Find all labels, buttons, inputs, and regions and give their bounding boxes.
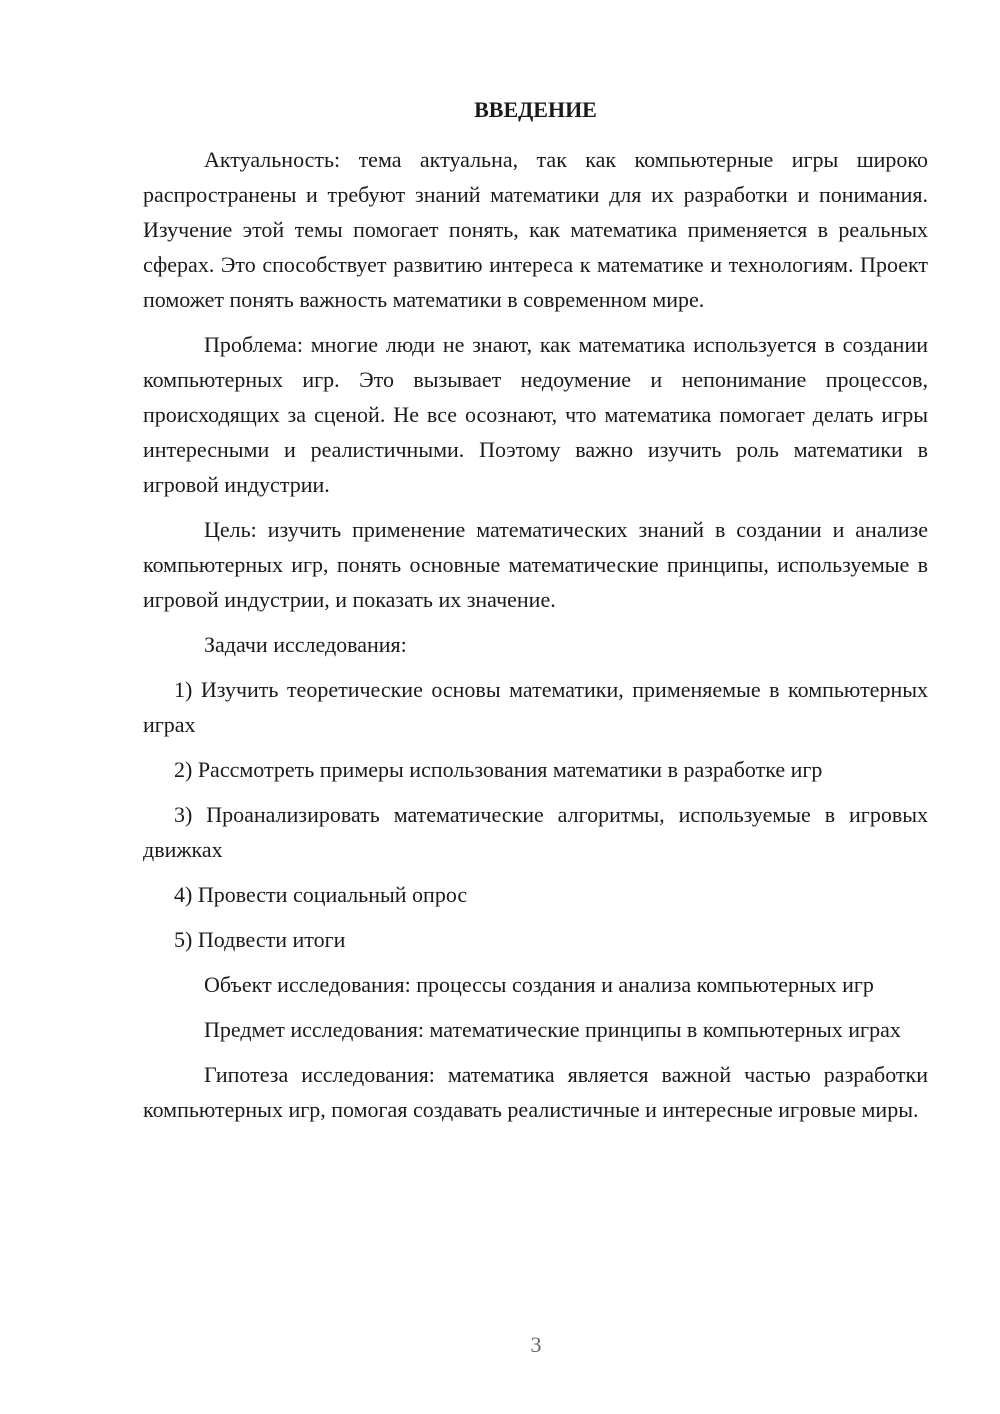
task-item-3: 3) Проанализировать математические алгоритмы, используемые в игровых движках — [143, 802, 928, 862]
goal-paragraph: Цель: изучить применение математических знаний в создании и анализе компьютерных игр, понять основные математические принципы, используемые в игровой индустрии, и показать их значение. — [143, 517, 928, 612]
hypothesis-paragraph: Гипотеза исследования: математика является важной частью разработки компьютерных игр, помогая создавать реалистичные и интересные игровые миры. — [143, 1062, 928, 1122]
tasks-heading: Задачи исследования: — [204, 632, 407, 657]
document-page — [143, 95, 928, 1127]
subject-paragraph: Предмет исследования: математические принципы в компьютерных играх — [204, 1017, 901, 1042]
object-paragraph: Объект исследования: процессы создания и анализа компьютерных игр — [204, 972, 874, 997]
task-item-4: 4) Провести социальный опрос — [174, 882, 468, 907]
relevance-paragraph: Актуальность: тема актуальна, так как компьютерные игры широко распространены и требуют знаний математики для их разработки и понимания. Изучение этой темы помогает понять, как математика применяется в реальных сферах. Это способствует развитию интереса к математике и технологиям. Проект поможет понять важность математики в современном мире. — [143, 147, 928, 312]
problem-paragraph: Проблема: многие люди не знают, как математика используется в создании компьютерных игр. Это вызывает недоумение и непонимание процессов, происходящих за сценой. Не все осознают, что математика помогает делать игры интересными и реалистичными. Поэтому важно изучить роль математики в игровой индустрии. — [143, 332, 928, 497]
task-item-5: 5) Подвести итоги — [174, 927, 346, 952]
page-title: ВВЕДЕНИЕ — [474, 97, 597, 122]
task-item-2: 2) Рассмотреть примеры использования математики в разработке игр — [174, 757, 823, 782]
page-number: 3 — [530, 1332, 542, 1357]
task-item-1: 1) Изучить теоретические основы математики, применяемые в компьютерных играх — [143, 677, 928, 737]
